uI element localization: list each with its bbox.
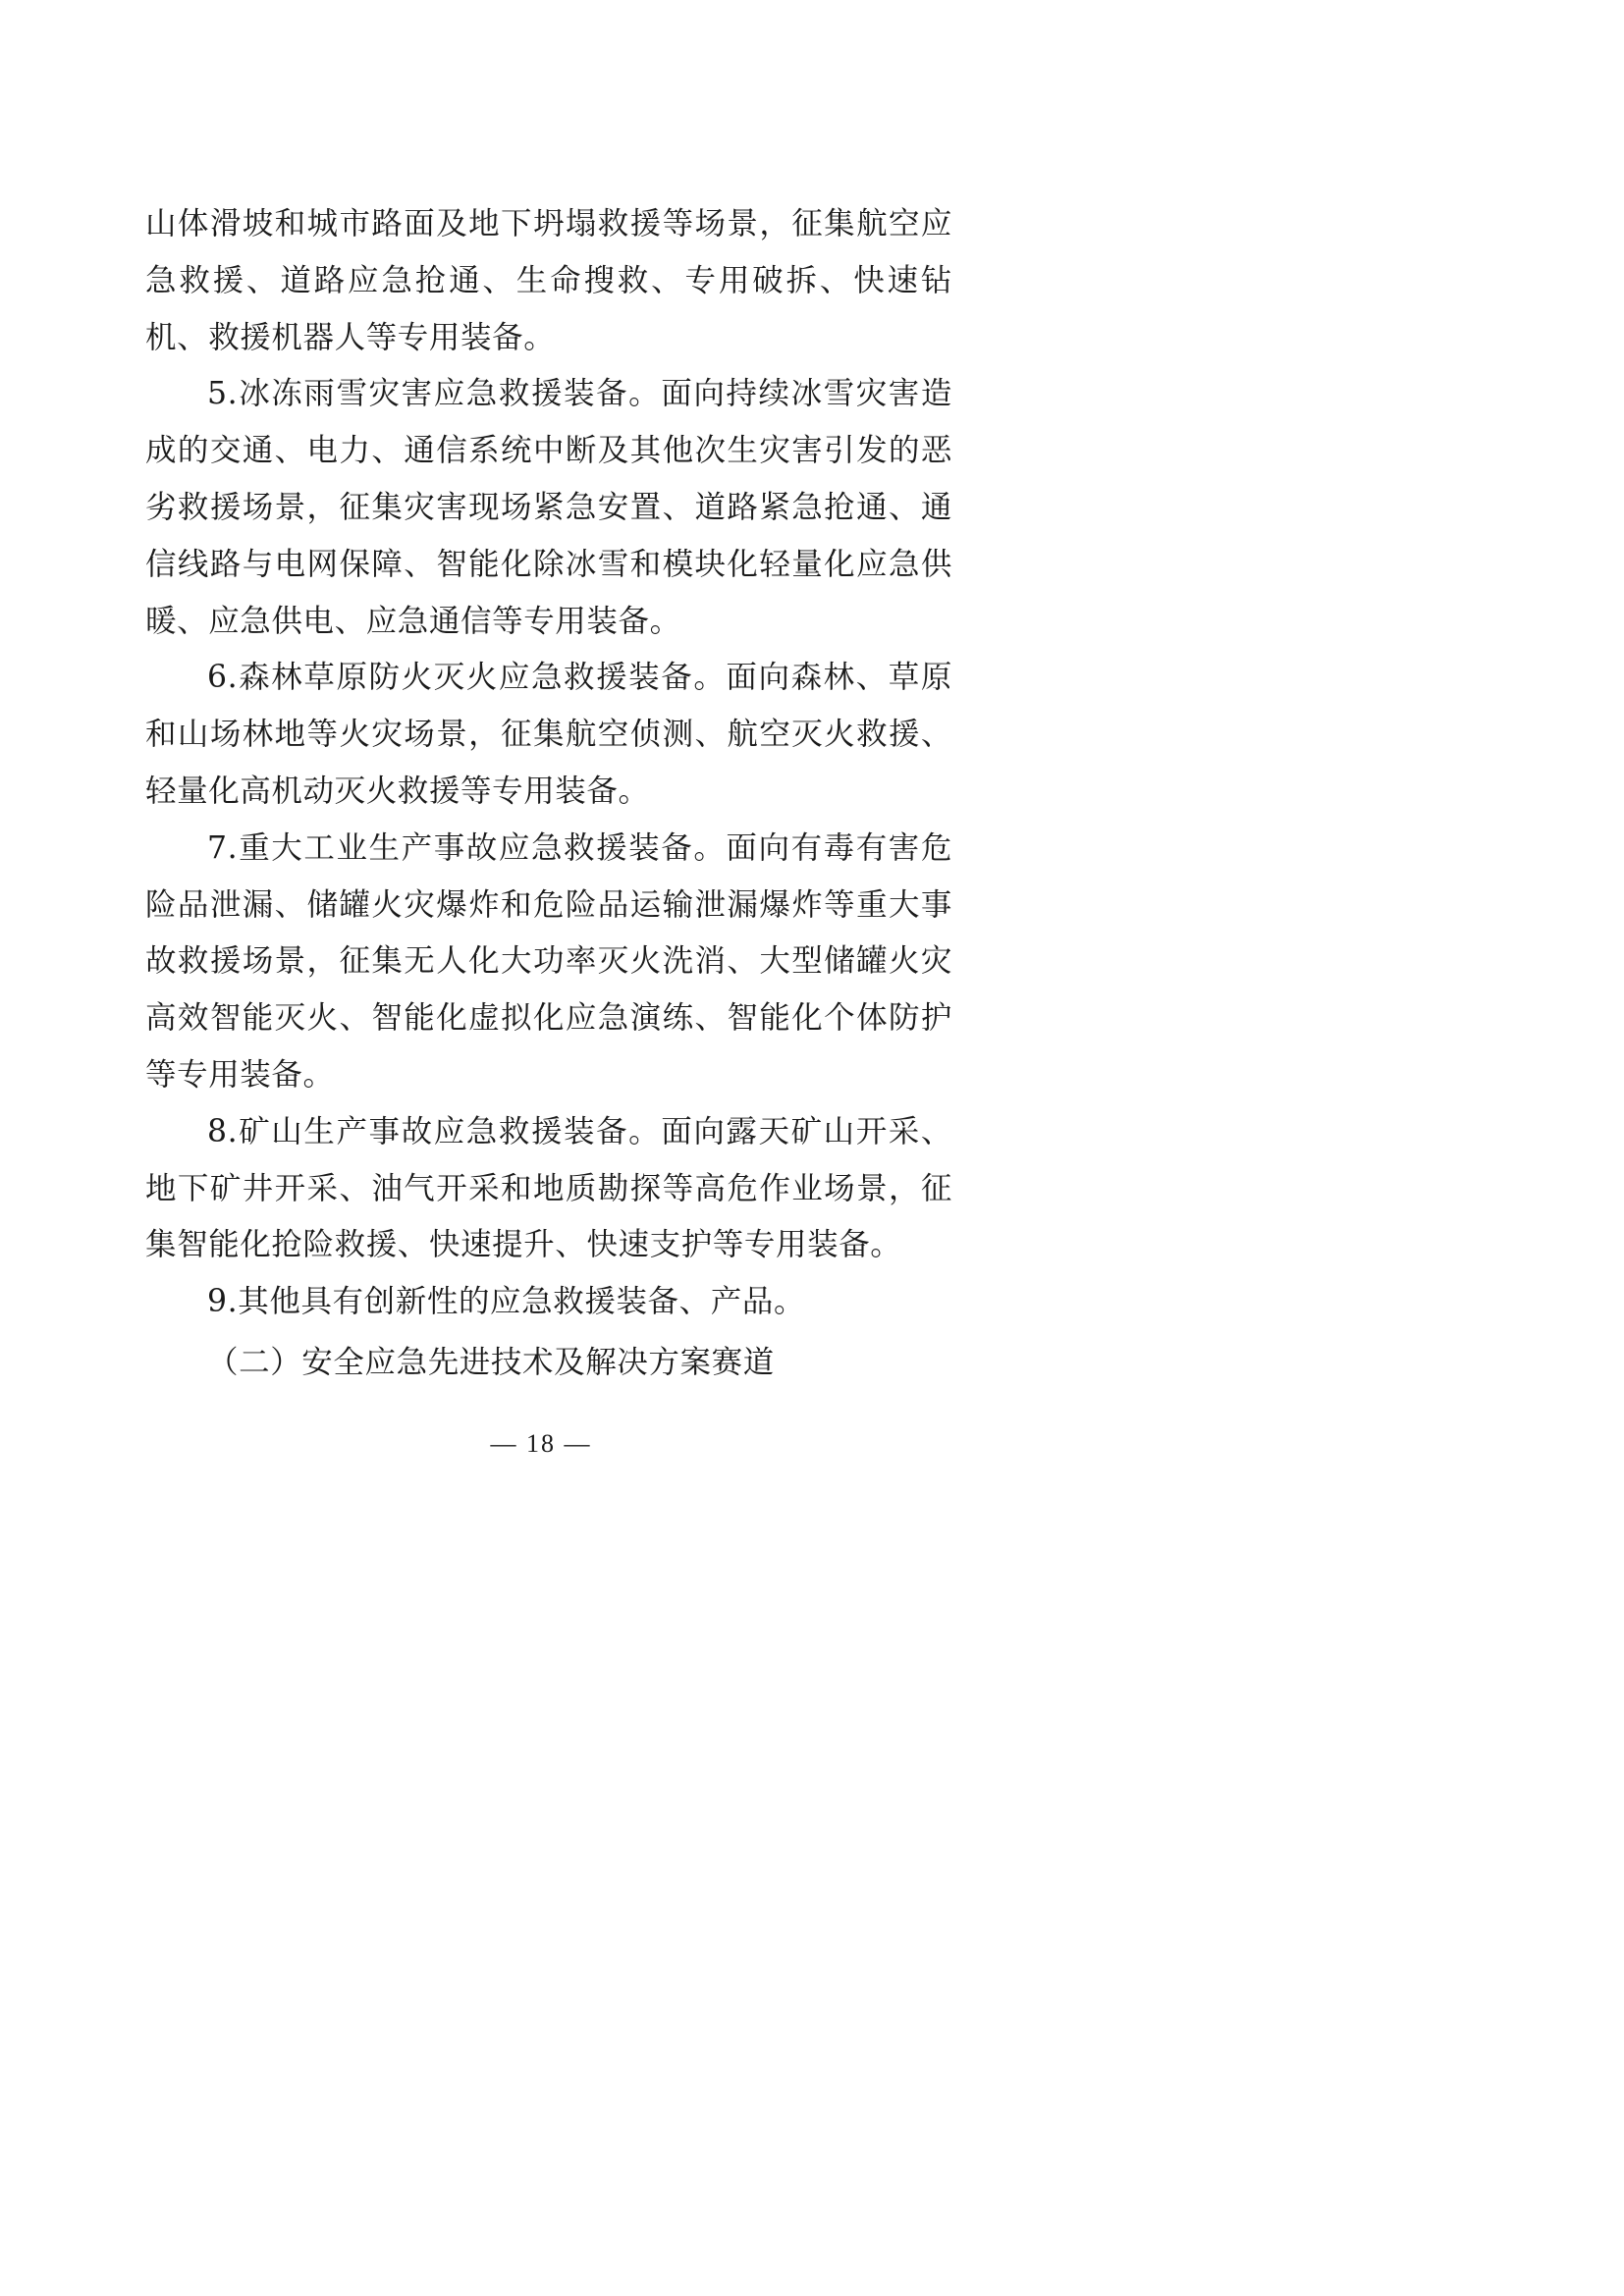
section-heading: （二）安全应急先进技术及解决方案赛道 xyxy=(207,1344,775,1380)
paragraph-item-7: 7.重大工业生产事故应急救援装备。面向有毒有害危险品泄漏、储罐火灾爆炸和危险品运输泄漏爆炸等重大事故救援场景，征集无人化大功率灭火洗消、大型储罐火灾高效智能灭火、智能化虚拟化应急演练、智能化个体防护等专用装备。 xyxy=(145,829,952,1093)
body-text xyxy=(145,196,952,1392)
paragraph-item-6: 6.森林草原防火灭火应急救援装备。面向森林、草原和山场林地等火灾场景，征集航空侦测、航空灭火救援、轻量化高机动灭火救援等专用装备。 xyxy=(145,660,952,809)
paragraph-item-8: 8.矿山生产事故应急救援装备。面向露天矿山开采、地下矿井开采、油气开采和地质勘探等高危作业场景，征集智能化抢险救援、快速提升、快速支护等专用装备。 xyxy=(145,1113,952,1263)
document-page xyxy=(0,0,1082,1530)
paragraph-continuation: 山体滑坡和城市路面及地下坍塌救援等场景，征集航空应急救援、道路应急抢通、生命搜救、专用破拆、快速钻机、救援机器人等专用装备。 xyxy=(145,206,952,355)
paragraph-item-9: 9.其他具有创新性的应急救援装备、产品。 xyxy=(207,1284,806,1320)
page-number: — 18 — xyxy=(490,1429,592,1458)
paragraph-item-5: 5.冰冻雨雪灾害应急救援装备。面向持续冰雪灾害造成的交通、电力、通信系统中断及其他次生灾害引发的恶劣救援场景，征集灾害现场紧急安置、道路紧急抢通、通信线路与电网保障、智能化除冰雪和模块化轻量化应急供暖、应急供电、应急通信等专用装备。 xyxy=(145,376,952,639)
